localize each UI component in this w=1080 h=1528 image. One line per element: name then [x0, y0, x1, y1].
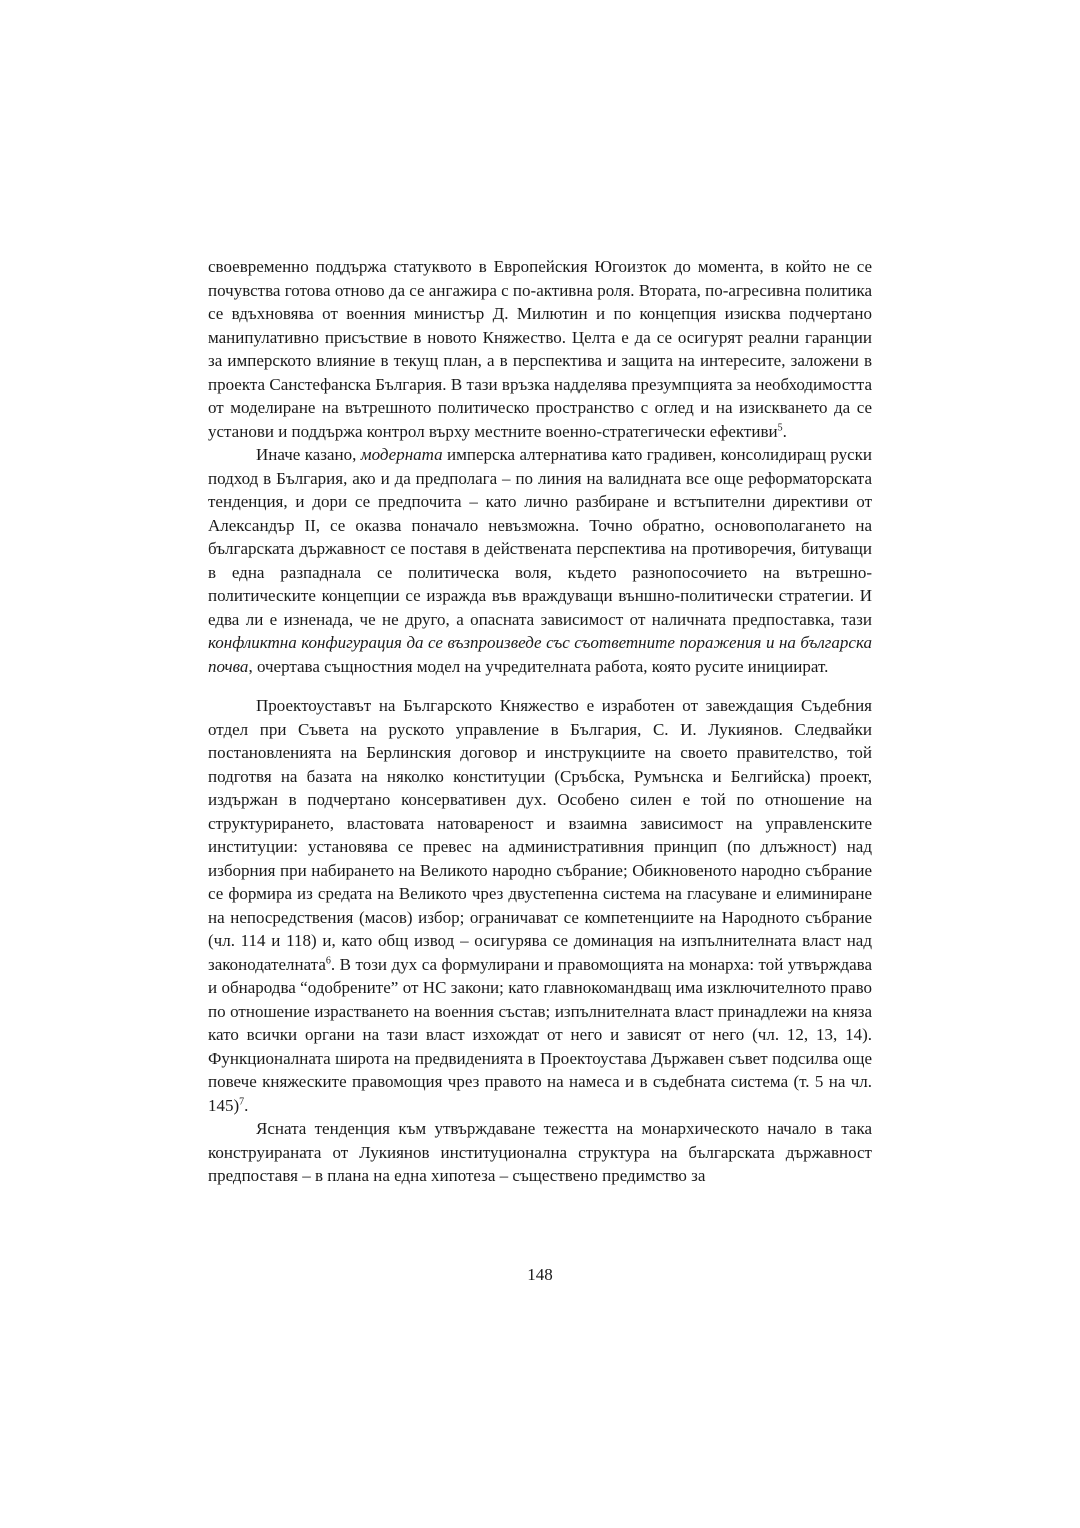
footnote-ref-6[interactable]: 6: [325, 954, 331, 966]
paragraph-3-text-b: . В този дух са формулирани и правомощията на монарха: той утвърждава и обнародва “одобрените” от НС закони; като главнокомандващ има изключителното право по отношение израстването на военния състав; изпълнителната власт принадлежи на княза като всички органи на тази власт изхождат от него и зависят от него (чл. 12, 13, 14). Функционалната широта на предвиденията в Проектоустава Държавен съвет подсилва още повече княжеските правомощия чрез правото на намеса и в съдебната система (т. 5 на чл. 145): [208, 954, 872, 1115]
paragraph-2-text-c: , очертава същностния модел на учредителната работа, която русите инициират.: [248, 656, 829, 676]
document-page: [208, 255, 872, 1188]
paragraph-2-text-b: имперска алтернатива като градивен, консолидиращ руски подход в България, ако и да предполага – по линия на валидната все още реформаторската тенденция, и дори се предпочита – като лично разбиране и встъпителни директиви от Александър II, се оказва поначало невъзможна. Точно обратно, основополагането на българската държавност се поставя в действената перспектива на противоречия, битуващи в една разпаднала се политическа воля, където разнопосочието на вътрешно-политическите концепции се изражда във враждуващи външно-политически стратегии. И едва ли е изненада, че не друго, а опасната зависимост от наличната предпоставка, тази: [208, 445, 872, 629]
paragraph-2-text-a: Иначе казано,: [256, 445, 361, 464]
paragraph-3-text-a: Проектоуставът на Българското Княжество е изработен от завеждащия Съдебния отдел при Съвета на руското управление в България, С. И. Лукиянов. Следвайки постановленията на Берлинския договор и инструкциите на своето правителство, той подготвя на базата на няколко конституции (Сръбска, Румънска и Белгийска) проект, издържан в подчертано консервативен дух. Особено силен е той по отношение на структурирането, властовата натовареност и взаимна зависимост на управленските институции: установява се превес на административния принцип (по длъжност) над изборния при набирането на Великото народно събрание; Обикновеното народно събрание се формира из средата на Великото чрез двустепенна система на гласуване и елиминиране на непосредствения (масов) избор; ограничават се компетенциите на Народното събрание (чл. 114 и 118) и, като общ извод – осигурява се доминация на изпълнителната власт над законодателната: [208, 696, 872, 974]
paragraph-1-text: своевременно поддържа статуквото в Европейския Югоизток до момента, в който не се почувства готова отново да се ангажира с по-активна роля. Втората, по-агресивна политика се вдъхновява от военния министър Д. Милютин и по концепция изисква подчертано манипулативно присъствие в новото Княжество. Целта е да се осигурят реални гаранции за имперското влияние в текущ план, а в перспектива и защита на интересите, заложени в проекта Санстефанска България. В тази връзка надделява презумпцията за необходимостта от моделиране на вътрешното политическо пространство с оглед и на изискването да се установи и поддържа контрол върху местните военно-стратегически ефективи: [208, 257, 872, 441]
paragraph-3: [208, 694, 872, 1117]
paragraph-2: [208, 443, 872, 678]
paragraph-1: [208, 255, 872, 443]
paragraph-2-italic-a: модерната: [360, 445, 443, 464]
paragraph-1-end: .: [782, 421, 787, 441]
footnote-ref-7[interactable]: 7: [239, 1095, 245, 1107]
footnote-ref-5[interactable]: 5: [777, 421, 783, 433]
paragraph-4: [208, 1117, 872, 1188]
page-number: 148: [527, 1265, 553, 1284]
paragraph-2-italic-b: конфликтна конфигурация да се възпроизведе със съответните поражения и на българска почва: [208, 633, 872, 676]
paragraph-3-end: .: [244, 1095, 249, 1115]
paragraph-4-text: Ясната тенденция към утвърждаване тежестта на монархическото начало в така конструираната от Лукиянов институционална структура на българската държавност предпоставя – в плана на една хипотеза – съществено предимство за: [208, 1119, 872, 1185]
